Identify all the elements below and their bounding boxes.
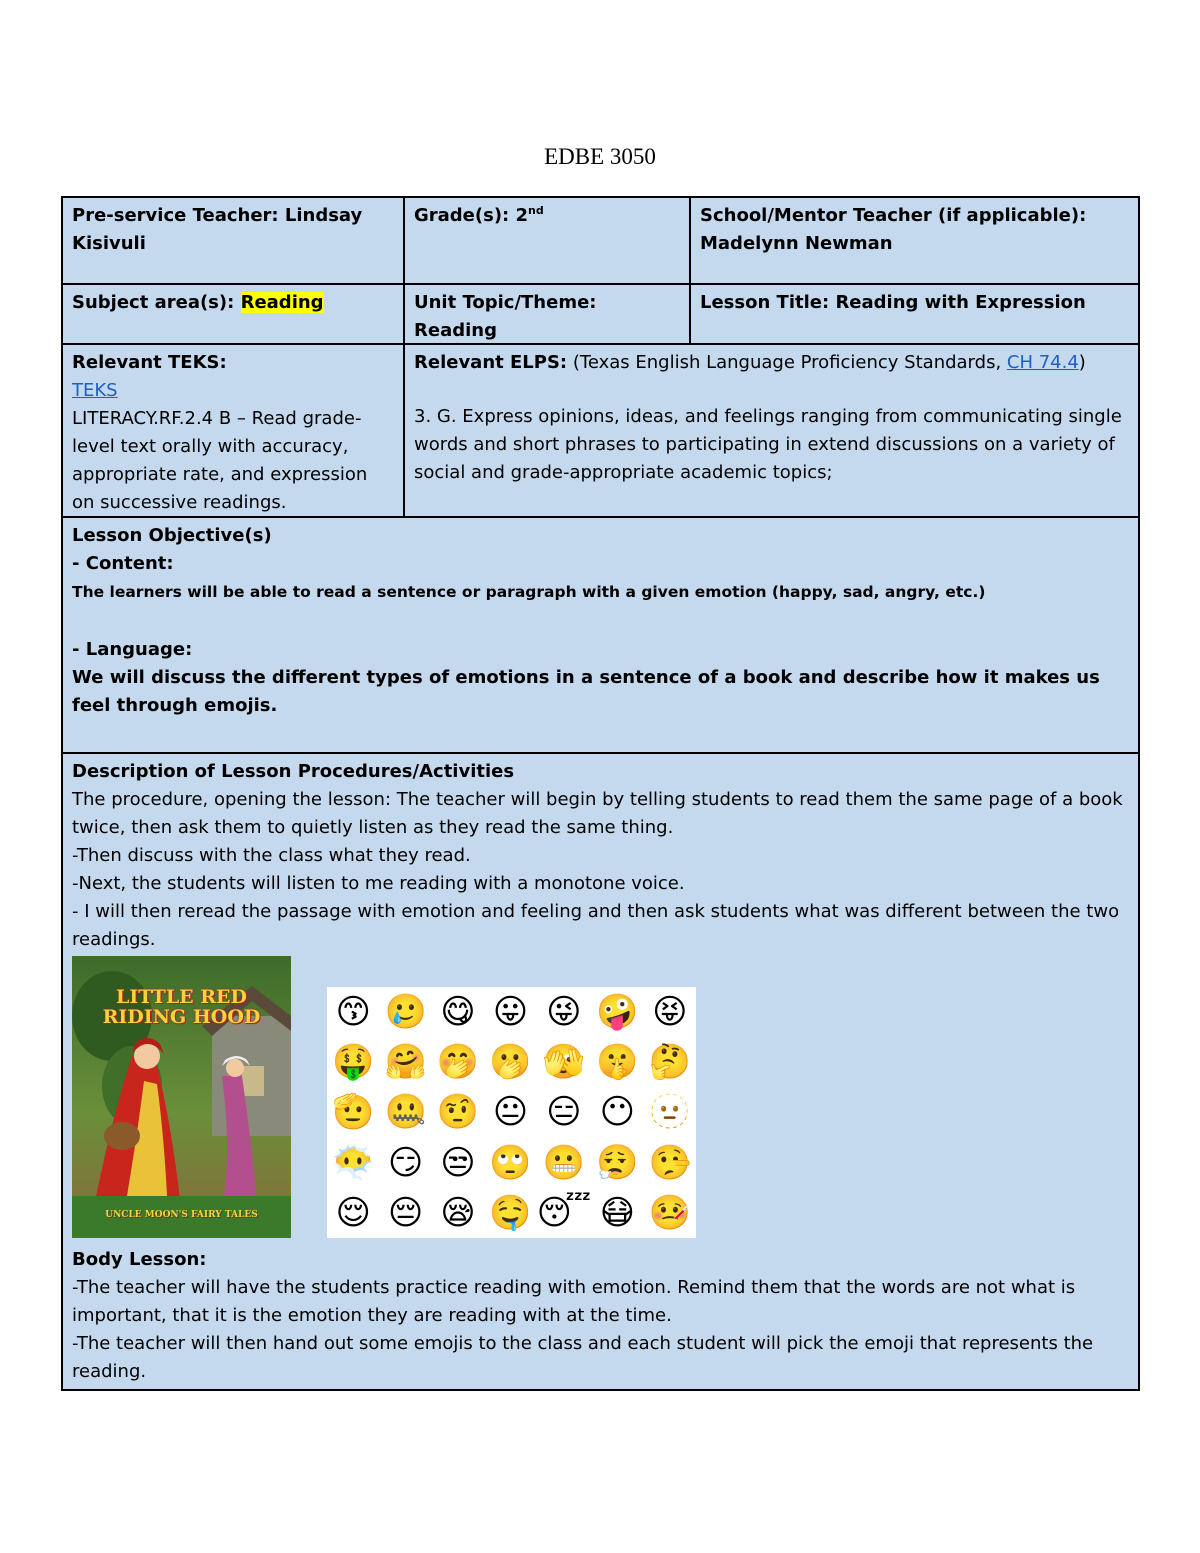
emoji-face-icon: 🤐 [384, 1092, 427, 1133]
emoji-face-icon: 😋 [440, 992, 476, 1033]
procedures-title: Description of Lesson Procedures/Activities [72, 761, 515, 782]
emoji-face-icon: 🤫 [596, 1042, 639, 1083]
procedure-p4: - I will then reread the passage with emotion and feeling and then ask students what was different between the two readings. [72, 901, 1120, 950]
objectives-cell [61, 516, 1140, 754]
elps-cell [403, 343, 1140, 518]
emoji-face-icon: 😝 [652, 992, 688, 1033]
objectives-title: Lesson Objective(s) [72, 525, 272, 546]
emoji-face-icon: 🤔 [648, 1042, 691, 1083]
language-text: We will discuss the different types of emotions in a sentence of a book and describe how it makes us feel through emojis. [72, 667, 1100, 716]
emoji-face-icon: 🫢 [489, 1042, 532, 1083]
emoji-face-icon: 😛 [492, 992, 529, 1033]
school-text: School/Mentor Teacher (if applicable): Madelynn Newman [700, 205, 1087, 254]
school-cell [689, 196, 1140, 285]
teks-text: LITERACY.RF.2.4 B – Read grade-level text orally with accuracy, appropriate rate, and expression on successive readings. [72, 408, 368, 513]
emoji-face-icon: 🤗 [384, 1042, 427, 1083]
subject-value: Reading [240, 292, 324, 313]
language-label: - Language: [72, 639, 193, 660]
emoji-face-icon: 😐 [492, 1092, 529, 1133]
elps-paren-close: ) [1078, 352, 1086, 373]
elps-link[interactable]: CH 74.4 [1006, 352, 1079, 373]
teks-label: Relevant TEKS: [72, 352, 227, 373]
emoji-face-icon: 😏 [387, 1142, 424, 1183]
procedure-p3: -Next, the students will listen to me reading with a monotone voice. [72, 873, 685, 894]
emoji-face-icon: 😜 [546, 992, 582, 1033]
lesson-title-text: Lesson Title: Reading with Expression [700, 292, 1086, 313]
grade-cell [403, 196, 691, 285]
procedure-p1: The procedure, opening the lesson: The teacher will begin by telling students to read them the same page of a book twice, then ask them to quietly listen as they read the same thing. [72, 789, 1123, 838]
teacher-text: Pre-service Teacher: Lindsay Kisivuli [72, 205, 363, 254]
emoji-face-icon: 😌 [335, 1192, 371, 1233]
unit-text: Unit Topic/Theme: Reading [414, 292, 597, 341]
emoji-face-icon: 🤪 [596, 992, 639, 1033]
book-cover-image [72, 956, 291, 1238]
emoji-face-icon: 😪 [440, 1192, 476, 1233]
teacher-cell [61, 196, 405, 285]
emoji-face-icon: 😬 [542, 1142, 586, 1183]
emoji-face-icon: 😶‍🌫️ [332, 1142, 375, 1183]
emoji-grid-image [327, 987, 696, 1238]
emoji-face-icon: 🤥 [648, 1142, 691, 1183]
emoji-face-icon: 🫡 [332, 1092, 375, 1133]
emoji-face-icon: 😴 [536, 1192, 592, 1233]
emoji-face-icon: 🤤 [489, 1192, 532, 1233]
grade-superscript: nd [528, 204, 544, 217]
emoji-face-icon: 🙄 [489, 1142, 532, 1183]
emoji-face-icon: 🤨 [436, 1092, 480, 1133]
cover-title-1: LITTLE RED [115, 986, 248, 1008]
emoji-face-icon: 😙 [335, 992, 371, 1033]
body-p2: -The teacher will then hand out some emojis to the class and each student will pick the emoji that represents the reading. [72, 1333, 1094, 1382]
grade-text: Grade(s): 2 [414, 205, 529, 226]
emoji-face-icon: 😑 [546, 1092, 582, 1133]
cover-subtitle: UNCLE MOON'S FAIRY TALES [105, 1210, 258, 1220]
body-lesson-title: Body Lesson: [72, 1249, 207, 1270]
subject-label: Subject area(s): [72, 292, 241, 313]
emoji-face-icon: 😷 [599, 1192, 636, 1233]
emoji-face-icon: 😔 [387, 1192, 424, 1233]
emoji-face-icon: 🤭 [436, 1042, 480, 1083]
emoji-face-icon: 😶 [599, 1092, 636, 1133]
emoji-face-icon: 🤑 [332, 1042, 375, 1083]
teks-link[interactable]: TEKS [72, 380, 118, 401]
emoji-face-icon: 😒 [440, 1142, 476, 1183]
teks-cell [61, 343, 405, 518]
elps-text: 3. G. Express opinions, ideas, and feelings ranging from communicating single words and short phrases to participating in extend discussions on a variety of social and grade-appropriate academic topics; [414, 406, 1122, 483]
content-label: - Content: [72, 553, 174, 574]
body-p1: -The teacher will have the students practice reading with emotion. Remind them that the words are not what is important, that it is the emotion they are reading with at the time. [72, 1277, 1076, 1326]
emoji-face-icon: 🥲 [384, 992, 427, 1033]
elps-label: Relevant ELPS: [414, 352, 568, 373]
elps-paren-open: (Texas English Language Proficiency Standards, [567, 352, 1007, 373]
content-text: The learners will be able to read a sentence or paragraph with a given emotion (happy, sad, angry, etc.) [72, 583, 986, 601]
page-header: EDBE 3050 [544, 144, 656, 169]
cover-title-2: RIDING HOOD [102, 1006, 261, 1028]
lesson-title-cell [689, 283, 1140, 345]
emoji-face-icon: 🤒 [648, 1192, 691, 1233]
procedure-p2: -Then discuss with the class what they read. [72, 845, 471, 866]
unit-cell [403, 283, 691, 345]
emoji-face-icon: 🫣 [542, 1042, 586, 1083]
subject-cell [61, 283, 405, 345]
emoji-face-icon: 😮‍💨 [596, 1142, 639, 1183]
emoji-face-icon: 🫥 [648, 1092, 691, 1133]
